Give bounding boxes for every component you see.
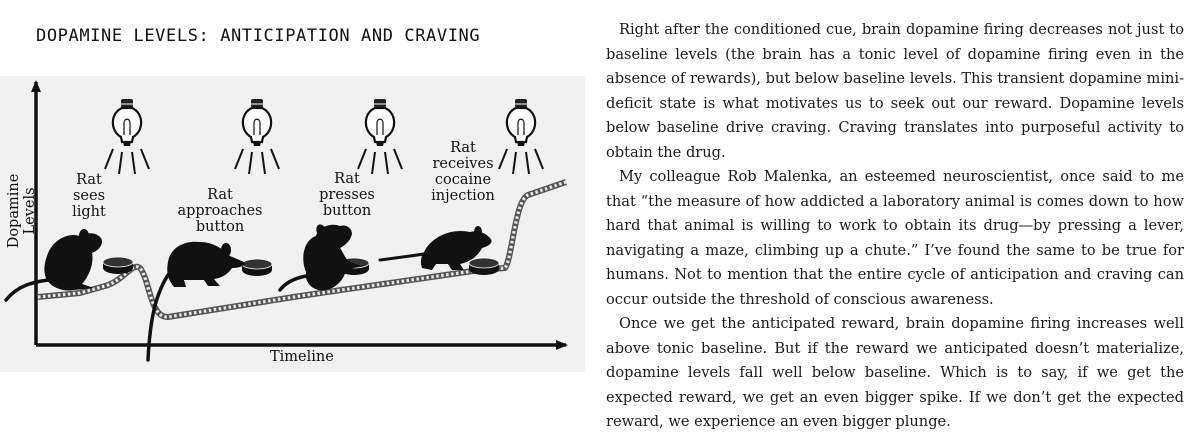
stage-label-sees-light: Rat sees light <box>72 172 106 220</box>
y-axis-label: Dopamine Levels <box>6 173 38 249</box>
x-axis-label: Timeline <box>270 349 334 365</box>
rat-icon <box>148 242 244 360</box>
rat-icon <box>280 223 362 291</box>
lightbulb-icon <box>235 99 279 174</box>
lever-button-icon <box>103 257 133 274</box>
paragraph: Right after the conditioned cue, brain dopamine firing decreases not just to baseline levels (the brain has a tonic level of dopamine firing even in the absence of rewards), but below baseline levels. This transient dopamine mini-deficit state is what motivates us to seek out our reward. Dopamine levels below baseline drive craving. Craving translates into purposeful activity to obtain the drug. <box>606 21 1184 161</box>
lever-button-icon <box>242 259 272 276</box>
dopamine-figure <box>0 0 585 418</box>
paragraph: My colleague Rob Malenka, an esteemed neuroscientist, once said to me that “the measure of how addicted a laboratory animal is comes down to how hard that animal is willing to work to obtain its drug—by pressing a lever, navigating a maze, climbing up a chute.” I’ve found the same to be true for humans. Not to mention that the entire cycle of anticipation and craving can occur outside the threshold of conscious awareness. <box>606 168 1184 308</box>
figure-title: DOPAMINE LEVELS: ANTICIPATION AND CRAVING <box>36 26 481 46</box>
body-text <box>606 18 1184 435</box>
lightbulb-icon <box>105 99 149 174</box>
lever-button-icon <box>469 258 499 275</box>
lightbulb-icon <box>499 99 543 174</box>
stage-label-approaches-button: Rat approaches button <box>177 187 263 235</box>
stage-label-presses-button: Rat presses button <box>319 171 375 219</box>
stage-label-cocaine-injection: Rat receives cocaine injection <box>431 140 495 204</box>
lightbulb-icon <box>358 99 402 174</box>
paragraph: Once we get the anticipated reward, brain dopamine firing increases well above tonic baseline. But if the reward we anticipated doesn’t materialize, dopamine levels fall well below baseline. Which is to say, if we get the expected reward, we get an even bigger spike. If we don’t get the expected reward, we experience an even bigger plunge. <box>606 315 1184 430</box>
